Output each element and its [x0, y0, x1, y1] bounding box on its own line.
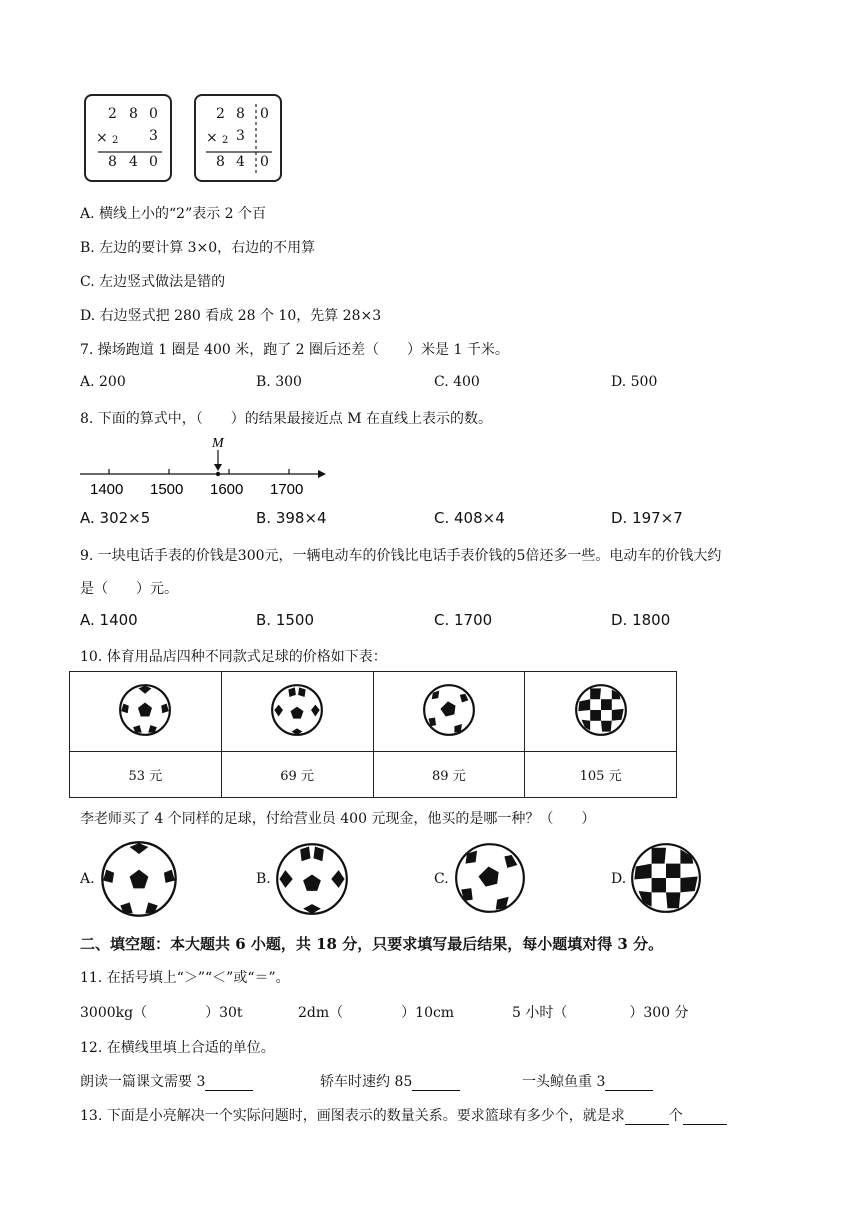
calc-right-r1: 8	[216, 154, 225, 170]
calc-left-r1: 8	[108, 154, 117, 170]
q7-option-b[interactable]: B. 300	[256, 374, 302, 390]
calc-left-d3: 0	[149, 106, 158, 122]
q12-item-3-text: 一头鲸鱼重 3	[522, 1074, 606, 1090]
q6-option-a[interactable]: A. 横线上小的“2”表示 2 个百	[80, 206, 267, 222]
number-line-arrowhead	[318, 470, 326, 478]
q8-option-d[interactable]: D. 197×7	[611, 509, 683, 527]
calc-right-d2: 8	[236, 106, 245, 122]
q10-option-a-label[interactable]: A.	[80, 871, 95, 887]
soccer-ball-icon	[270, 683, 324, 737]
q13-mid: 个	[668, 1108, 683, 1124]
tick-label-1700: 1700	[270, 481, 304, 498]
calc-right-d1: 2	[216, 106, 225, 122]
q12-item-3	[522, 1071, 653, 1091]
price-table-ball-cell-1	[70, 672, 222, 752]
q12-stem: 12. 在横线里填上合适的单位。	[80, 1040, 275, 1056]
calc-right-r3: 0	[260, 154, 269, 170]
price-table-ball-cell-4	[525, 672, 677, 752]
q12-item-2-text: 轿车时速约 85	[320, 1074, 413, 1090]
number-line	[78, 434, 328, 500]
q11-item-3-right: ）300 分	[629, 1005, 689, 1021]
q9-option-b[interactable]: B. 1500	[256, 611, 315, 629]
q10-option-b-label[interactable]: B.	[256, 871, 271, 887]
calc-left-r2: 4	[129, 154, 138, 170]
q8-option-a[interactable]: A. 302×5	[80, 509, 151, 527]
q12-item-1-blank[interactable]	[205, 1074, 253, 1091]
q11-item-3-left: 5 小时（	[512, 1005, 568, 1021]
calc-left-op: ×	[96, 130, 108, 146]
q10-option-c-ball-icon[interactable]	[454, 842, 526, 914]
q10-option-c-label[interactable]: C.	[434, 871, 449, 887]
q11-item-3	[512, 1002, 689, 1022]
price-table-image-row	[70, 672, 677, 752]
q10-option-d-label[interactable]: D.	[611, 871, 627, 887]
calc-left-d1: 2	[108, 106, 117, 122]
calc-left-d2: 8	[129, 106, 138, 122]
calc-left-carry: 2	[112, 135, 119, 146]
q6-option-c[interactable]: C. 左边竖式做法是错的	[80, 274, 226, 290]
q9-option-d[interactable]: D. 1800	[611, 611, 671, 629]
price-cell-3: 89 元	[373, 752, 525, 798]
q10-stem: 10. 体育用品店四种不同款式足球的价格如下表：	[80, 649, 387, 665]
calc-box-left	[84, 94, 172, 182]
q11-item-1	[80, 1002, 243, 1022]
q9-option-c[interactable]: C. 1700	[434, 611, 493, 629]
q6-option-d[interactable]: D. 右边竖式把 280 看成 28 个 10，先算 28×3	[80, 308, 382, 324]
q6-option-b[interactable]: B. 左边的要计算 3×0，右边的不用算	[80, 240, 316, 256]
tick-label-1400: 1400	[90, 481, 124, 498]
q7-option-a[interactable]: A. 200	[80, 374, 126, 390]
q13-blank-1[interactable]	[625, 1108, 669, 1125]
soccer-ball-icon	[422, 683, 476, 737]
q12-item-2	[320, 1071, 460, 1091]
soccer-ball-icon	[118, 683, 172, 737]
calc-right-carry: 2	[222, 135, 229, 146]
q10-question: 李老师买了 4 个同样的足球，付给营业员 400 元现金，他买的是哪一种？（ ）	[80, 811, 596, 827]
point-m-dot	[216, 472, 220, 476]
point-m-arrowhead	[214, 464, 222, 471]
q10-option-b-ball-icon[interactable]	[275, 842, 349, 916]
q11-item-2-right: ）10cm	[401, 1005, 455, 1021]
point-m-label: M	[212, 436, 224, 451]
tick-label-1600: 1600	[210, 481, 244, 498]
calc-right-d3: 0	[260, 106, 269, 122]
q7-option-c[interactable]: C. 400	[434, 374, 480, 390]
calc-right-r2: 4	[236, 154, 245, 170]
q13-stem-line	[80, 1105, 727, 1125]
soccer-ball-icon	[574, 683, 628, 737]
q13-blank-2[interactable]	[683, 1108, 727, 1125]
price-cell-2: 69 元	[221, 752, 373, 798]
q12-item-2-blank[interactable]	[412, 1074, 460, 1091]
calc-box-right	[194, 94, 282, 182]
q11-item-1-right: ）30t	[205, 1005, 243, 1021]
calc-right-op: ×	[206, 130, 218, 146]
section2-title: 二、填空题：本大题共 6 小题，共 18 分，只要求填写最后结果，每小题填对得 3 分。	[80, 935, 664, 953]
q7-option-d[interactable]: D. 500	[611, 374, 658, 390]
q10-option-a-ball-icon[interactable]	[100, 840, 178, 918]
calc-right-mult: 3	[236, 128, 245, 144]
q9-stem-line2: 是（ ）元。	[80, 581, 178, 597]
q8-stem: 8. 下面的算式中，（ ）的结果最接近点 M 在直线上表示的数。	[80, 411, 493, 427]
q11-item-2-left: 2dm（	[298, 1005, 344, 1021]
calc-left-mult: 3	[149, 128, 158, 144]
calc-left-r3: 0	[149, 154, 158, 170]
price-cell-1: 53 元	[70, 752, 222, 798]
q12-item-1	[80, 1071, 253, 1091]
q12-item-1-text: 朗读一篇课文需要 3	[80, 1074, 206, 1090]
q11-item-2	[298, 1002, 454, 1022]
q7-stem: 7. 操场跑道 1 圈是 400 米，跑了 2 圈后还差（ ）米是 1 千米。	[80, 342, 509, 358]
price-cell-4: 105 元	[525, 752, 677, 798]
q11-stem: 11. 在括号填上“＞”“＜”或“＝”。	[80, 970, 290, 986]
price-table-price-row	[70, 752, 677, 798]
q11-item-1-left: 3000kg（	[80, 1005, 148, 1021]
q9-option-a[interactable]: A. 1400	[80, 611, 138, 629]
price-table-ball-cell-2	[221, 672, 373, 752]
price-table-ball-cell-3	[373, 672, 525, 752]
tick-label-1500: 1500	[150, 481, 184, 498]
q12-item-3-blank[interactable]	[605, 1074, 653, 1091]
q10-option-d-ball-icon[interactable]	[630, 842, 702, 914]
q8-option-c[interactable]: C. 408×4	[434, 509, 505, 527]
q9-stem-line1: 9. 一块电话手表的价钱是300元，一辆电动车的价钱比电话手表价钱的5倍还多一些。电动车的价钱大约	[80, 548, 722, 564]
q13-stem: 13. 下面是小亮解决一个实际问题时，画图表示的数量关系。要求篮球有多少个，就是求	[80, 1108, 625, 1124]
q8-option-b[interactable]: B. 398×4	[256, 509, 327, 527]
price-table	[69, 671, 677, 798]
